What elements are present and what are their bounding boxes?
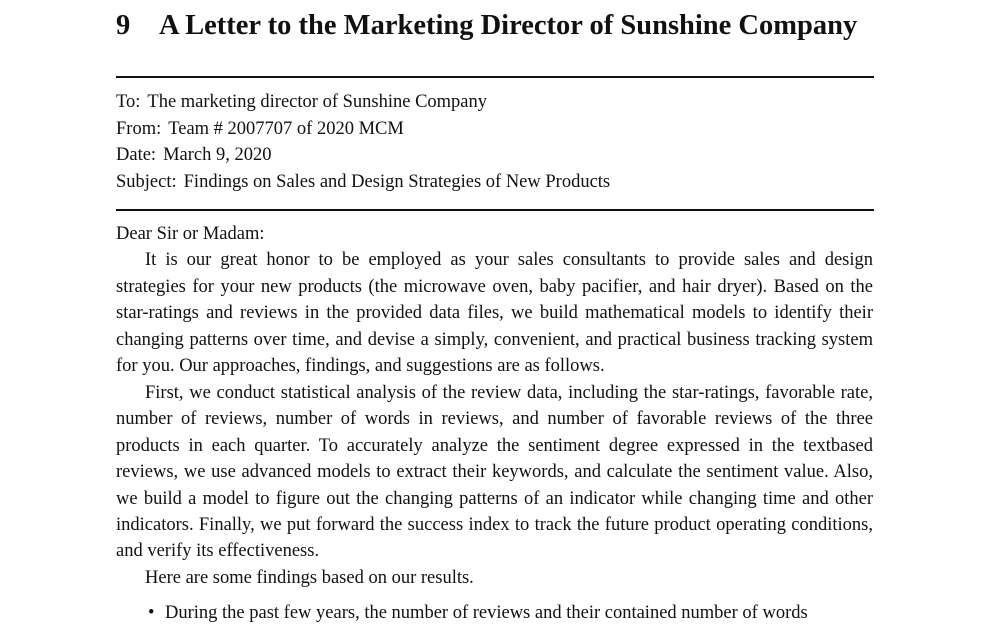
salutation: Dear Sir or Madam: [116,224,265,244]
memo-from-label: From: [116,118,162,139]
section-heading [116,8,857,44]
finding-item [116,600,873,624]
section-title: A Letter to the Marketing Director of Sunshine Company [159,10,858,41]
memo-date-line [116,142,874,169]
memo-date-value: March 9, 2020 [163,145,272,165]
memo-from-line [116,116,874,143]
memo-top-rule [116,76,874,78]
memo-subject-line [116,169,874,196]
memo-subject-label: Subject: [116,171,177,192]
findings-intro-paragraph: Here are some findings based on our results. [145,567,474,588]
approach-paragraph: First, we conduct statistical analysis of the review data, including the star-ratings, favorable rate, number of reviews, number of words in reviews, and number of favorable reviews of the three products in each quarter. To accurately analyze the sentiment degree expressed in the textbased reviews, we use advanced models to extract their keywords, and calculate the sentiment value. Also, we build a model to figure out the changing patterns of an indicator while changing time and other indicators. Finally, we put forward the success index to track the future product operating conditions, and verify its effectiveness. [116,382,873,562]
findings-list [116,600,873,624]
memo-from-value: Team # 2007707 of 2020 MCM [168,118,404,139]
finding-text: During the past few years, the number of reviews and their contained number of words [165,603,808,624]
memo-bottom-rule [116,209,874,211]
letter-body [116,221,873,624]
memo-to-label: To: [116,92,141,112]
section-number: 9 [116,10,131,41]
memo-header [116,89,874,195]
bullet-icon: • [148,603,155,624]
intro-paragraph: It is our great honor to be employed as your sales consultants to provide sales and design strategies for your new products (the microwave oven, baby pacifier, and hair dryer). Based on the star-ratings and reviews in the provided data files, we build mathematical models to identify their changing patterns over time, and devise a simply, convenient, and practical business tracking system for you. Our approaches, findings, and suggestions are as follows. [116,250,873,377]
memo-subject-value: Findings on Sales and Design Strategies of New Products [183,171,611,192]
memo-to-value: The marketing director of Sunshine Company [147,92,488,112]
memo-to-line [116,89,874,116]
memo-date-label: Date: [116,145,157,165]
